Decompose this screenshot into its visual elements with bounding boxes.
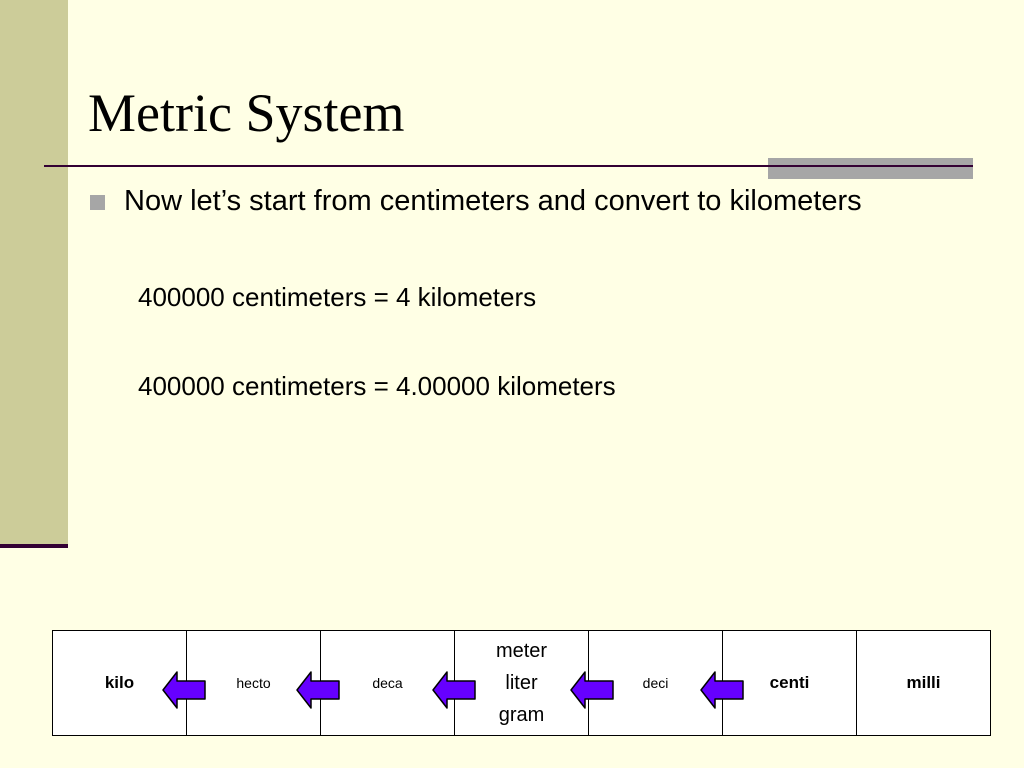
prefix-cell-milli (857, 631, 990, 735)
left-arrow-icon (570, 670, 614, 710)
title-accent-line (768, 165, 973, 167)
base-unit-liter: liter (505, 672, 538, 694)
left-decor-band (0, 0, 68, 546)
left-arrow-icon (700, 670, 744, 710)
prefix-label-milli: milli (906, 673, 941, 692)
conversion-line-1: 400000 centimeters = 4 kilometers (138, 282, 537, 312)
bullet-text: Now let’s start from centimeters and convert to kilometers (124, 185, 862, 217)
bullet-item (90, 185, 862, 218)
prefix-label-deca: deca (372, 675, 403, 691)
bullet-square-icon (90, 195, 105, 210)
conversion-line-2: 400000 centimeters = 4.00000 kilometers (138, 371, 616, 401)
base-unit-meter: meter (495, 640, 548, 662)
prefix-label-centi: centi (769, 673, 810, 692)
left-arrow-icon (162, 670, 206, 710)
left-arrow-icon (296, 670, 340, 710)
left-decor-line (0, 544, 68, 548)
prefix-label-hecto: hecto (236, 675, 271, 691)
title-accent-bar (768, 158, 973, 179)
prefix-label-deci: deci (642, 675, 669, 691)
page-title: Metric System (88, 83, 405, 143)
left-arrow-icon (432, 670, 476, 710)
prefix-label-kilo: kilo (104, 673, 135, 692)
base-unit-gram: gram (498, 704, 545, 726)
